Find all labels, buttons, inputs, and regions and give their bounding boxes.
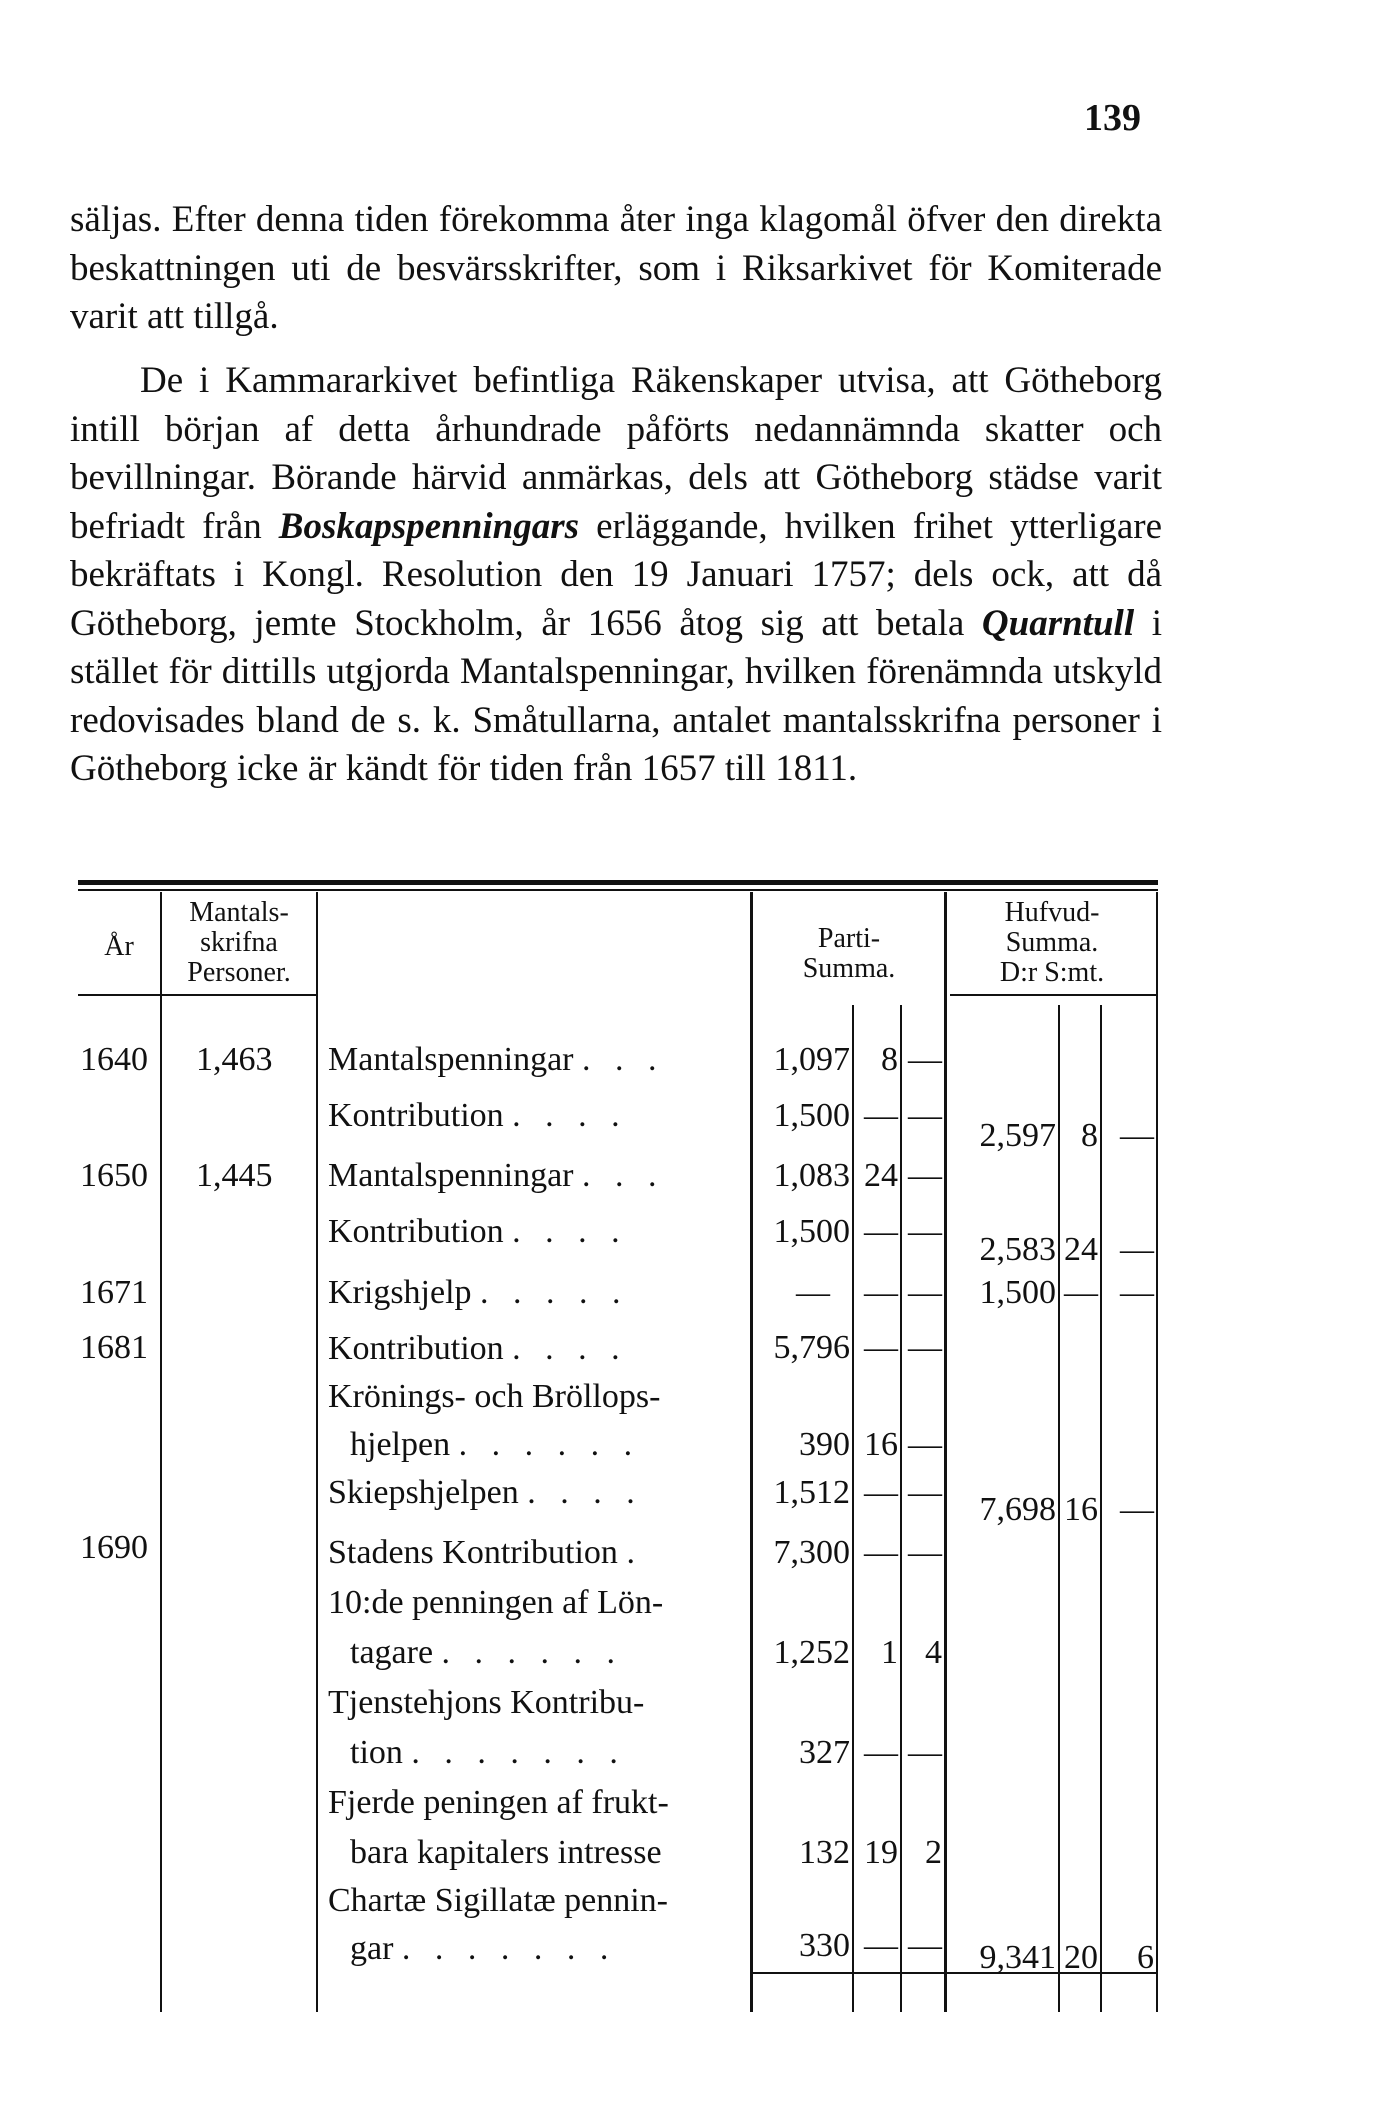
partial-skilling: 24 (864, 1157, 898, 1194)
partial-daler: 1,512 (773, 1474, 850, 1511)
partial-runst: — (908, 1157, 942, 1194)
total-runst: — (1120, 1274, 1154, 1311)
total-runst: — (1120, 1117, 1154, 1154)
item-row: bara kapitalers intresse (350, 1834, 662, 1871)
item-row: Chartæ Sigillatæ pennin- (328, 1882, 668, 1919)
item-row: Kontribution . . . . (328, 1213, 628, 1250)
partial-daler: 1,500 (773, 1097, 850, 1134)
table-top-rule-thick (78, 880, 1158, 885)
item-row: hjelpen . . . . . . (350, 1426, 641, 1463)
item-row: Krönings- och Bröllops- (328, 1378, 661, 1415)
partial-daler: 5,796 (773, 1329, 850, 1366)
partial-skilling: 16 (864, 1426, 898, 1463)
partial-skilling: — (864, 1534, 898, 1571)
total-runst: — (1120, 1491, 1154, 1528)
partial-runst: — (908, 1329, 942, 1366)
item-row: Mantalspenningar . . . (328, 1157, 665, 1194)
total-daler: 2,583 (979, 1231, 1056, 1268)
year-cell: 1640 (80, 1041, 148, 1078)
total-skilling: 8 (1081, 1117, 1098, 1154)
partial-skilling: — (864, 1329, 898, 1366)
total-daler: 2,597 (979, 1117, 1056, 1154)
partial-skilling: 19 (864, 1834, 898, 1871)
partial-daler: 1,083 (773, 1157, 850, 1194)
partial-skilling: — (864, 1097, 898, 1134)
item-row: Kontribution . . . . (328, 1330, 628, 1367)
header-underline-total (950, 994, 1158, 996)
item-row: Fjerde peningen af frukt- (328, 1784, 669, 1821)
col-rule-part-r (944, 892, 947, 2012)
year-cell: 1681 (80, 1329, 148, 1366)
col-rule-census (316, 892, 318, 2012)
total-skilling: — (1064, 1274, 1098, 1311)
header-total-line-1: Hufvud- (1004, 897, 1100, 928)
header-year: År (104, 931, 134, 962)
partial-daler: — (796, 1274, 830, 1311)
page-number: 139 (1084, 97, 1141, 139)
partial-daler: 1,252 (773, 1634, 850, 1671)
quarntull-term: Quarntull (981, 602, 1135, 644)
item-row: tagare . . . . . . (350, 1634, 624, 1671)
table-top-rule-thin (78, 889, 1158, 891)
persons-cell: 1,445 (196, 1157, 273, 1194)
year-cell: 1671 (80, 1274, 148, 1311)
boskapspenningar-term: Boskapspenningars (278, 505, 579, 547)
partial-daler: 1,500 (773, 1213, 850, 1250)
header-partial-sum (754, 924, 944, 984)
item-row: tion . . . . . . . (350, 1734, 626, 1771)
partial-skilling: — (864, 1274, 898, 1311)
partial-skilling: — (864, 1734, 898, 1771)
item-row: Stadens Kontribution . (328, 1534, 643, 1571)
partial-skilling: — (864, 1474, 898, 1511)
col-rule-total-s (1100, 1005, 1102, 2012)
total-runst: — (1120, 1231, 1154, 1268)
paragraph-2-part-a: De i Kammararkivet befintliga Räkenskaper utvisa, att Götheborg intill början af detta århundrade påförts nedannämnda skatter och bevillningar. Börande härvid anmärkas, dels att Götheborg städse varit befriadt från (70, 360, 1162, 547)
header-census-line-1: Mantals- (189, 897, 289, 928)
header-partial-line-2: Summa. (802, 953, 896, 984)
year-cell: 1690 (80, 1529, 148, 1566)
item-row: Tjenstehjons Kontribu- (328, 1684, 645, 1721)
header-census-line-3: Personer. (187, 957, 291, 988)
item-row: Skiepshjelpen . . . . (328, 1474, 643, 1511)
year-cell: 1650 (80, 1157, 148, 1194)
header-underline-year (78, 994, 160, 996)
header-total-line-3: D:r S:mt. (999, 957, 1105, 988)
col-rule-year (160, 892, 162, 2012)
partial-daler: 330 (799, 1927, 850, 1964)
tax-table (78, 880, 1158, 2030)
header-census (162, 898, 316, 988)
item-row: Mantalspenningar . . . (328, 1041, 665, 1078)
header-total-line-2: Summa. (1005, 927, 1099, 958)
partial-skilling: — (864, 1213, 898, 1250)
item-row: Krigshjelp . . . . . (328, 1274, 629, 1311)
persons-cell: 1,463 (196, 1041, 273, 1078)
partial-runst: — (908, 1474, 942, 1511)
total-daler: 9,341 (979, 1939, 1056, 1976)
item-row: gar . . . . . . . (350, 1930, 617, 1967)
header-census-line-2: skrifna (200, 927, 278, 958)
item-row: 10:de penningen af Lön- (328, 1584, 664, 1621)
paragraph-1: säljas. Efter denna tiden förekomma åter inga klagomål öfver den direkta beskattningen uti de besvärsskrifter, som i Riksarkivet för Komiterade varit att tillgå. (70, 199, 1162, 337)
partial-daler: 132 (799, 1834, 850, 1871)
paragraph-2-part-b: erläggande, hvilken frihet ytterligare bekräftats i Kongl. Resolution den 19 Januari 1757; dels ock, att då Götheborg, jemte Stockholm, år 1656 åtog sig att betala (70, 505, 1162, 644)
partial-runst: 4 (925, 1634, 942, 1671)
partial-daler: 327 (799, 1734, 850, 1771)
paragraph-2-part-c: i stället för dittills utgjorda Mantalspenningar, hvilken förenämnda utskyld redovisades bland de s. k. Småtullarna, antalet mantalsskrifna personer i Götheborg icke är kändt för tiden från 1657 till 1811. (70, 602, 1162, 789)
total-skilling: 24 (1064, 1231, 1098, 1268)
total-daler: 1,500 (979, 1274, 1056, 1311)
partial-skilling: — (864, 1927, 898, 1964)
partial-runst: — (908, 1213, 942, 1250)
col-rule-total-d (1058, 1005, 1060, 2012)
partial-daler: 7,300 (773, 1534, 850, 1571)
header-total-sum (948, 898, 1156, 988)
partial-daler: 1,097 (773, 1041, 850, 1078)
partial-runst: — (908, 1041, 942, 1078)
partial-skilling: 1 (881, 1634, 898, 1671)
paragraph-2 (70, 357, 1162, 794)
partial-runst: — (908, 1927, 942, 1964)
partial-runst: — (908, 1426, 942, 1463)
col-rule-right (1156, 892, 1158, 2012)
partial-runst: — (908, 1274, 942, 1311)
total-daler: 7,698 (979, 1491, 1056, 1528)
partial-skilling: 8 (881, 1041, 898, 1078)
partial-daler: 390 (799, 1426, 850, 1463)
total-skilling: 16 (1064, 1491, 1098, 1528)
header-partial-line-1: Parti- (817, 923, 881, 954)
partial-runst: — (908, 1734, 942, 1771)
partial-runst: — (908, 1097, 942, 1134)
header-underline-census (160, 994, 316, 996)
total-skilling: 20 (1064, 1939, 1098, 1976)
partial-runst: — (908, 1534, 942, 1571)
item-row: Kontribution . . . . (328, 1097, 628, 1134)
total-runst: 6 (1137, 1939, 1154, 1976)
partial-runst: 2 (925, 1834, 942, 1871)
